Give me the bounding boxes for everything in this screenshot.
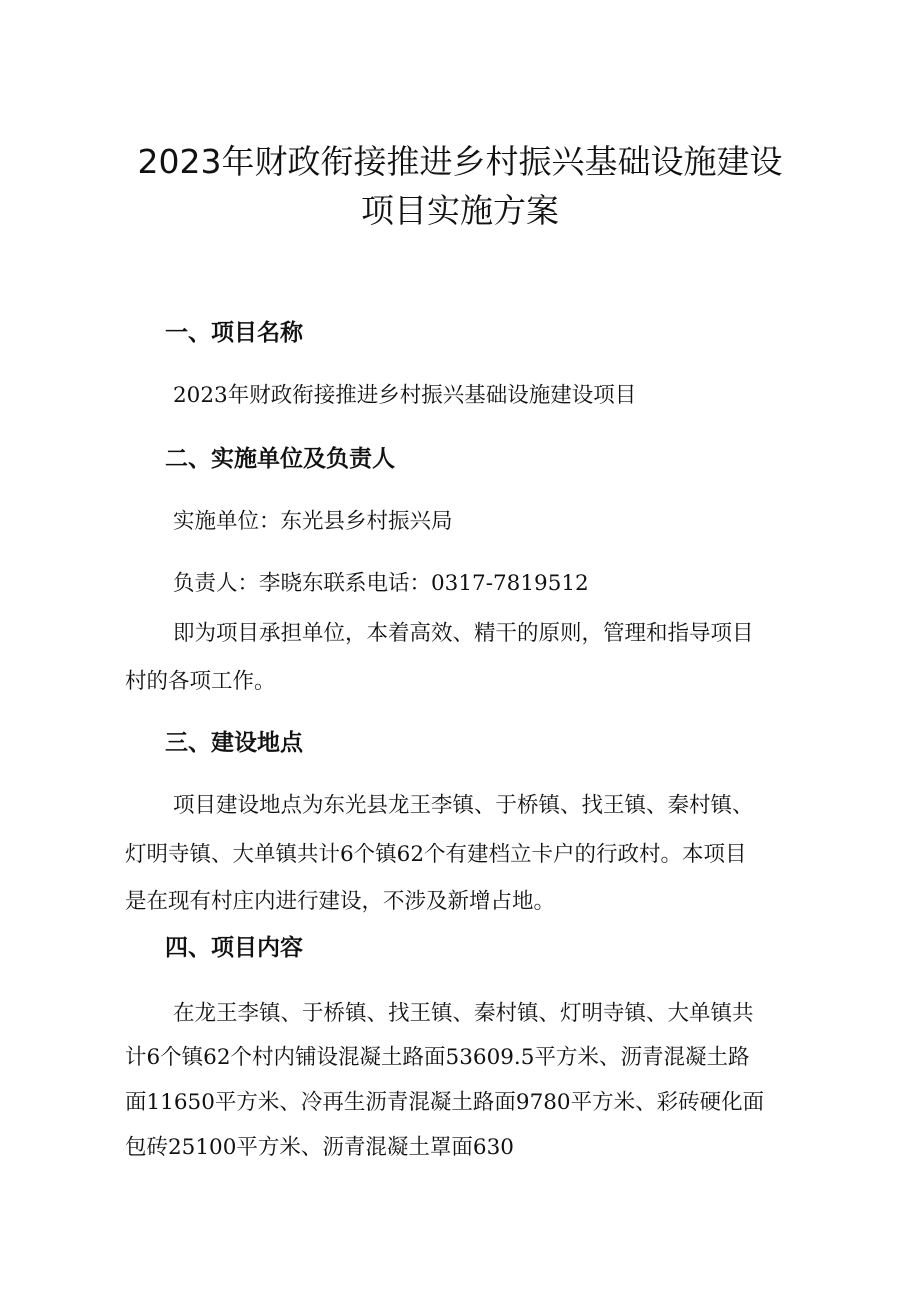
unit-duty-line-2: 村的各项工作。 [125, 669, 276, 694]
implementing-unit-text: 实施单位：东光县乡村振兴局 [173, 509, 453, 534]
content-line-3: 面11650平方米、冷再生沥青混凝土路面9780平方米、彩砖硬化面 [125, 1090, 765, 1115]
content-line-2: 计6个镇62个村内铺设混凝土路面53609.5平方米、沥青混凝土路 [125, 1045, 750, 1070]
document-title-line-1: 2023年财政衔接推进乡村振兴基础设施建设 [137, 142, 783, 181]
section-heading-project-name: 一、项目名称 [165, 320, 303, 346]
section-heading-content: 四、项目内容 [165, 935, 303, 961]
section-heading-location: 三、建设地点 [165, 730, 303, 756]
location-line-3: 是在现有村庄内进行建设，不涉及新增占地。 [125, 889, 556, 914]
location-line-1: 项目建设地点为东光县龙王李镇、于桥镇、找王镇、秦村镇、 [173, 793, 754, 818]
project-name-text: 2023年财政衔接推进乡村振兴基础设施建设项目 [173, 383, 637, 408]
content-line-4: 包砖25100平方米、沥青混凝土罩面630 [125, 1135, 514, 1160]
content-line-1: 在龙王李镇、于桥镇、找王镇、秦村镇、灯明寺镇、大单镇共 [173, 1001, 754, 1026]
section-heading-implementing-unit: 二、实施单位及负责人 [165, 446, 395, 472]
responsible-person-text: 负责人：李晓东联系电话：0317-7819512 [173, 571, 589, 596]
unit-duty-line-1: 即为项目承担单位，本着高效、精干的原则，管理和指导项目 [173, 621, 754, 646]
location-line-2: 灯明寺镇、大单镇共计6个镇62个有建档立卡户的行政村。本项目 [125, 842, 747, 867]
document-title-line-2: 项目实施方案 [361, 191, 559, 230]
